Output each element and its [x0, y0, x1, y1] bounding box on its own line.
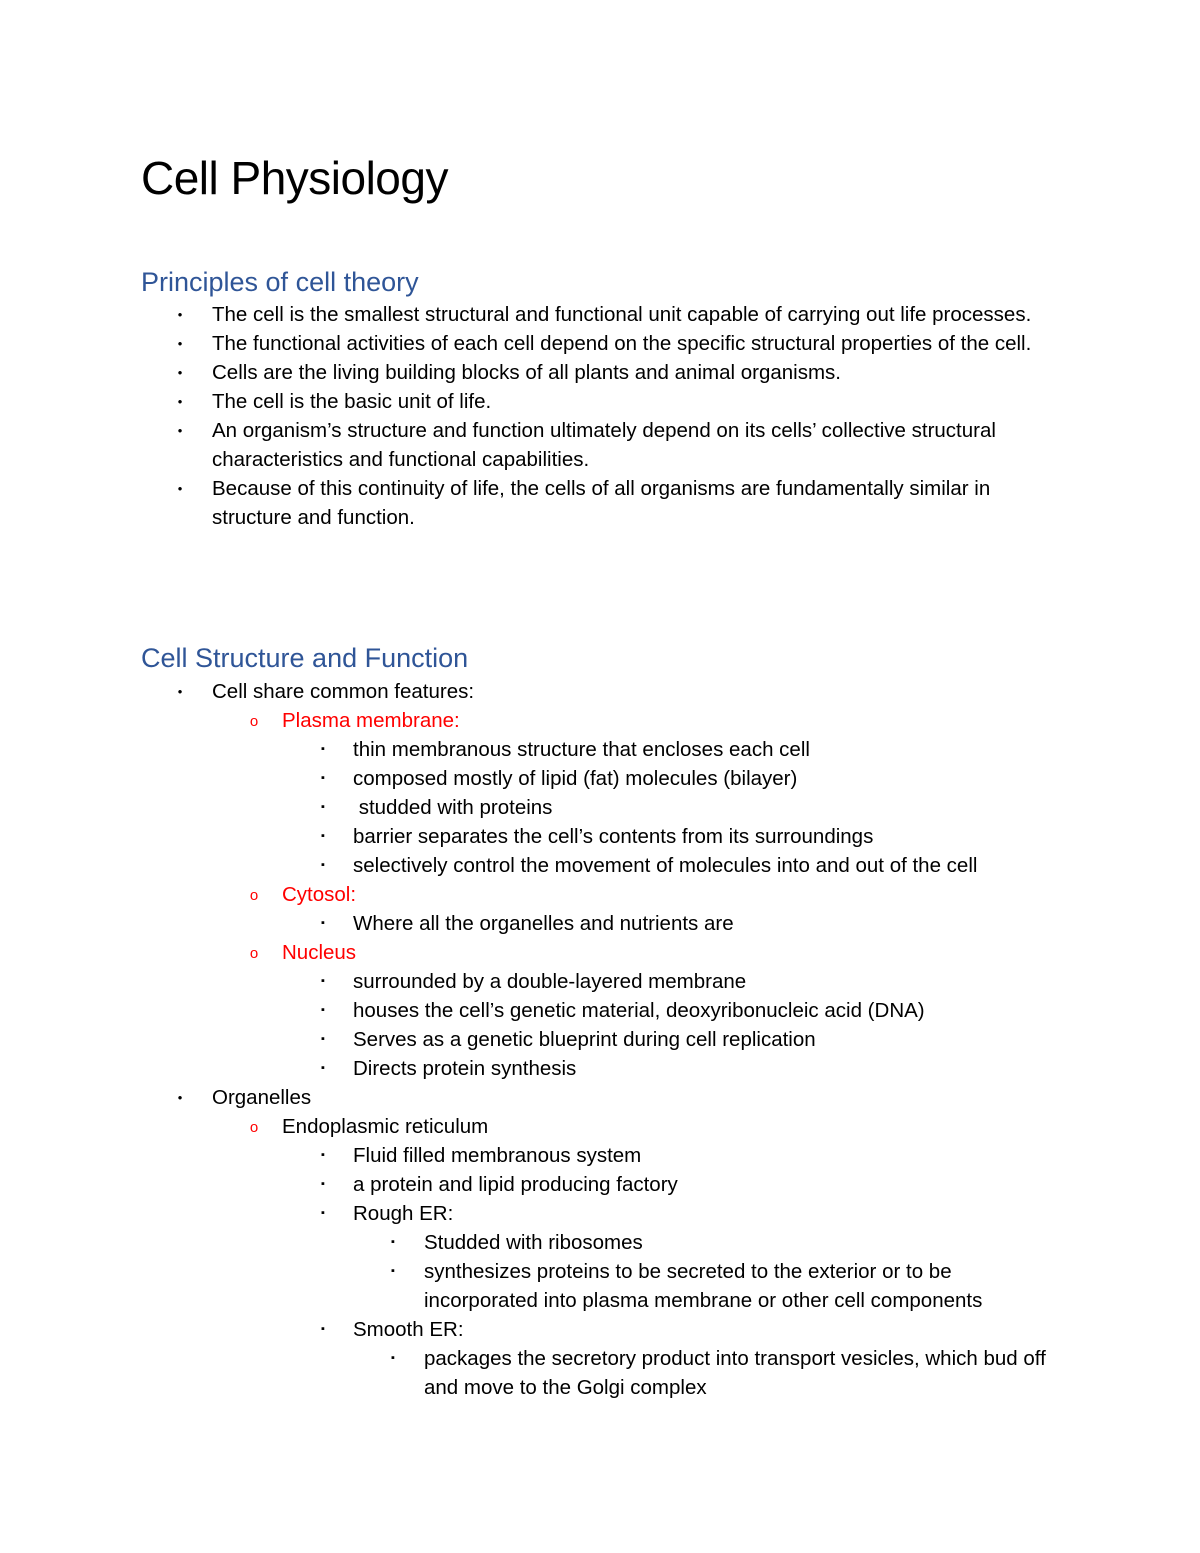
bullet-icon: •: [177, 423, 183, 438]
list-item: [0, 1170, 1053, 1199]
list-item: [0, 358, 1062, 387]
list-item: [0, 851, 1053, 880]
square-bullet-icon: ▪: [321, 1062, 325, 1074]
bullet-icon: •: [177, 365, 183, 380]
list-item: [0, 764, 1053, 793]
square-bullet-icon: ▪: [391, 1236, 395, 1248]
list-item-text: Directs protein synthesis: [353, 1057, 577, 1080]
list-item: [0, 735, 1053, 764]
list-item: [0, 1228, 1064, 1257]
list-item-rough-er: [0, 1199, 1053, 1228]
square-bullet-icon: ▪: [321, 830, 325, 842]
square-bullet-icon: ▪: [321, 801, 325, 813]
list-item: [0, 967, 1053, 996]
list-item-text: The cell is the smallest structural and functional unit capable of carrying out life processes.: [212, 303, 1032, 326]
list-item-endoplasmic-reticulum: [0, 1112, 1062, 1141]
list-item-text: Smooth ER:: [353, 1318, 464, 1341]
list-item-text: composed mostly of lipid (fat) molecules (bilayer): [353, 767, 798, 790]
list-item: [0, 793, 1053, 822]
list-item-text: houses the cell’s genetic material, deoxyribonucleic acid (DNA): [353, 999, 925, 1022]
list-item-plasma-membrane: [0, 706, 1062, 735]
list-item: [0, 996, 1053, 1025]
list-item-text: An organism’s structure and function ultimately depend on its cells’ collective structural characteristics and functional capabilities.: [212, 419, 996, 471]
circle-bullet-icon: o: [249, 887, 259, 904]
list-item-label: Nucleus: [282, 941, 357, 964]
list-item-text: Serves as a genetic blueprint during cell replication: [353, 1028, 816, 1051]
bullet-icon: •: [177, 336, 183, 351]
list-item-smooth-er: [0, 1315, 1053, 1344]
list-item-label: Endoplasmic reticulum: [282, 1115, 489, 1138]
list-item-text: Studded with ribosomes: [424, 1231, 643, 1254]
list-item-text: Where all the organelles and nutrients are: [353, 912, 734, 935]
square-bullet-icon: ▪: [321, 743, 325, 755]
list-item-text: The functional activities of each cell depend on the specific structural properties of the cell.: [212, 332, 1032, 355]
list-item: [0, 300, 1062, 329]
list-item: [0, 329, 1062, 358]
list-item-text: selectively control the movement of molecules into and out of the cell: [353, 854, 978, 877]
list-item: [0, 1054, 1053, 1083]
square-bullet-icon: ▪: [321, 772, 325, 784]
bullet-icon: •: [177, 394, 183, 409]
square-bullet-icon: ▪: [321, 917, 325, 929]
list-item-text: a protein and lipid producing factory: [353, 1173, 678, 1196]
cell-structure-list: [0, 677, 1064, 1402]
bullet-icon: •: [177, 481, 183, 496]
square-bullet-icon: ▪: [321, 1033, 325, 1045]
list-item-text: studded with proteins: [353, 796, 553, 819]
list-item-text: The cell is the basic unit of life.: [212, 390, 492, 413]
list-item: [0, 387, 1062, 416]
bullet-icon: •: [177, 684, 183, 699]
list-item-nucleus: [0, 938, 1062, 967]
list-item-text: Fluid filled membranous system: [353, 1144, 642, 1167]
list-item: [0, 1257, 1064, 1315]
list-item-label: Cytosol:: [282, 883, 357, 906]
list-item: [0, 1344, 1064, 1402]
square-bullet-icon: ▪: [321, 1149, 325, 1161]
section-heading-cell-structure: Cell Structure and Function: [141, 643, 469, 673]
list-item-text: Because of this continuity of life, the cells of all organisms are fundamentally similar in structure and function.: [212, 477, 991, 529]
list-item: [0, 1141, 1053, 1170]
list-item: [0, 677, 1062, 706]
list-item: [0, 474, 1062, 532]
list-item-organelles: [0, 1083, 1062, 1112]
bullet-icon: •: [177, 1090, 183, 1105]
square-bullet-icon: ▪: [391, 1265, 395, 1277]
page-title: Cell Physiology: [141, 152, 448, 204]
square-bullet-icon: ▪: [321, 1323, 325, 1335]
list-item-text: synthesizes proteins to be secreted to the exterior or to be incorporated into plasma membrane or other cell components: [424, 1260, 983, 1312]
list-item: [0, 822, 1053, 851]
square-bullet-icon: ▪: [321, 1004, 325, 1016]
section-heading-cell-theory: Principles of cell theory: [141, 267, 419, 297]
list-item-text: surrounded by a double-layered membrane: [353, 970, 747, 993]
list-item-text: thin membranous structure that encloses each cell: [353, 738, 810, 761]
list-item-text: packages the secretory product into transport vesicles, which bud off and move to the Golgi complex: [424, 1347, 1046, 1399]
list-item-text: Organelles: [212, 1086, 312, 1109]
square-bullet-icon: ▪: [321, 859, 325, 871]
circle-bullet-icon: o: [249, 1119, 259, 1136]
list-item: [0, 416, 1062, 474]
list-item-label: Plasma membrane:: [282, 709, 460, 732]
square-bullet-icon: ▪: [321, 975, 325, 987]
square-bullet-icon: ▪: [321, 1207, 325, 1219]
square-bullet-icon: ▪: [391, 1352, 395, 1364]
list-item-text: Cells are the living building blocks of all plants and animal organisms.: [212, 361, 841, 384]
list-item: [0, 1025, 1053, 1054]
cell-theory-list: [0, 300, 1062, 532]
bullet-icon: •: [177, 307, 183, 322]
list-item-text: Rough ER:: [353, 1202, 454, 1225]
square-bullet-icon: ▪: [321, 1178, 325, 1190]
list-item-text: barrier separates the cell’s contents from its surroundings: [353, 825, 874, 848]
circle-bullet-icon: o: [249, 945, 259, 962]
list-item-text: Cell share common features:: [212, 680, 475, 703]
circle-bullet-icon: o: [249, 713, 259, 730]
list-item: [0, 909, 1053, 938]
list-item-cytosol: [0, 880, 1062, 909]
